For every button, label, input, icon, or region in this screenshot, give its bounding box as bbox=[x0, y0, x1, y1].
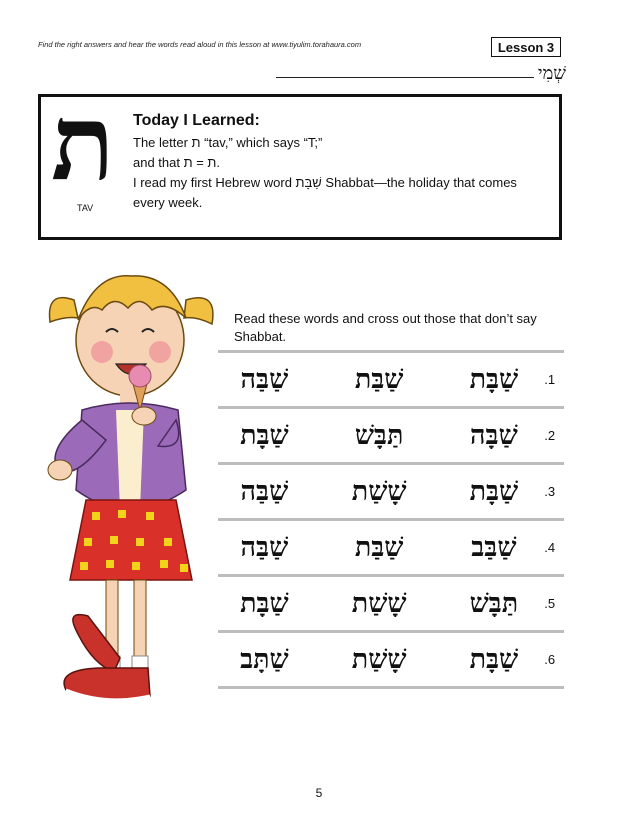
word-choice[interactable]: תַּבָּשׁ bbox=[354, 420, 404, 451]
row-number: .4 bbox=[544, 540, 556, 555]
page-number: 5 bbox=[315, 786, 323, 800]
name-field[interactable] bbox=[276, 60, 566, 84]
learned-line-3: I read my first Hebrew word שַׁבָּת Shabbat—the holiday that comes bbox=[133, 175, 517, 190]
word-row-1 bbox=[218, 353, 564, 406]
lesson-website-note: Find the right answers and hear the words read aloud in this lesson at www.tiyulim.torahaura.com bbox=[38, 40, 362, 49]
learned-line-1: The letter ת “tav,” which says “T;” bbox=[133, 135, 323, 150]
word-choice[interactable]: שַׁבָּת bbox=[240, 588, 289, 619]
word-row-4 bbox=[218, 521, 564, 574]
word-choice[interactable]: שַׁתָּב bbox=[240, 644, 289, 675]
word-choice[interactable]: שַׁבַּת bbox=[354, 532, 404, 563]
today-i-learned-box bbox=[38, 81, 562, 240]
row-number: .2 bbox=[544, 428, 556, 443]
word-choice[interactable]: שַׁבָּה bbox=[470, 420, 518, 451]
word-choice[interactable]: שַׁבָּת bbox=[469, 364, 519, 395]
row-number: .3 bbox=[544, 484, 556, 499]
word-choice[interactable]: שַׁבַּה bbox=[240, 532, 289, 563]
word-choice[interactable]: שַׁבַּב bbox=[471, 532, 517, 563]
learned-line-4: every week. bbox=[133, 195, 203, 210]
row-number: .6 bbox=[544, 652, 556, 667]
name-label: שְׁמִי bbox=[537, 63, 566, 84]
word-choice[interactable]: שָׁשַׁת bbox=[351, 644, 407, 675]
exercise-instructions: Read these words and cross out those that don’t say Shabbat. bbox=[234, 311, 537, 344]
word-choice[interactable]: שַׁבָּת bbox=[469, 644, 519, 675]
row-number: .1 bbox=[544, 372, 556, 387]
lesson-number-label: Lesson 3 bbox=[497, 39, 555, 55]
learned-title: Today I Learned: bbox=[133, 112, 260, 129]
learned-line-2: and that ת = ת. bbox=[133, 155, 221, 170]
word-choice[interactable]: שָׁשַׁת bbox=[351, 476, 407, 507]
word-choice[interactable]: תַּבָּשׁ bbox=[469, 588, 519, 619]
word-choice[interactable]: שַׁבַּה bbox=[240, 476, 289, 507]
table-rule bbox=[218, 686, 564, 689]
word-choice[interactable]: שָׁשַׁת bbox=[351, 588, 407, 619]
word-choice[interactable]: שַׁבָּת bbox=[469, 476, 519, 507]
word-choice[interactable]: שַׁבַּה bbox=[240, 364, 289, 395]
row-number: .5 bbox=[544, 596, 556, 611]
word-row-3 bbox=[218, 465, 564, 518]
learned-text bbox=[133, 111, 553, 213]
word-row-5 bbox=[218, 577, 564, 630]
lesson-number-box bbox=[491, 37, 561, 57]
word-row-2 bbox=[218, 409, 564, 462]
tav-caption: TAV bbox=[77, 203, 94, 213]
word-choice[interactable]: שַׁבַּת bbox=[354, 364, 404, 395]
name-write-line[interactable] bbox=[276, 76, 534, 78]
tav-letter-graphic: ת bbox=[51, 81, 115, 204]
word-choice[interactable]: שַׁבָּת bbox=[240, 420, 289, 451]
word-row-6 bbox=[218, 633, 564, 686]
girl-with-ice-cream-illustration bbox=[36, 260, 226, 740]
word-table bbox=[218, 350, 564, 689]
